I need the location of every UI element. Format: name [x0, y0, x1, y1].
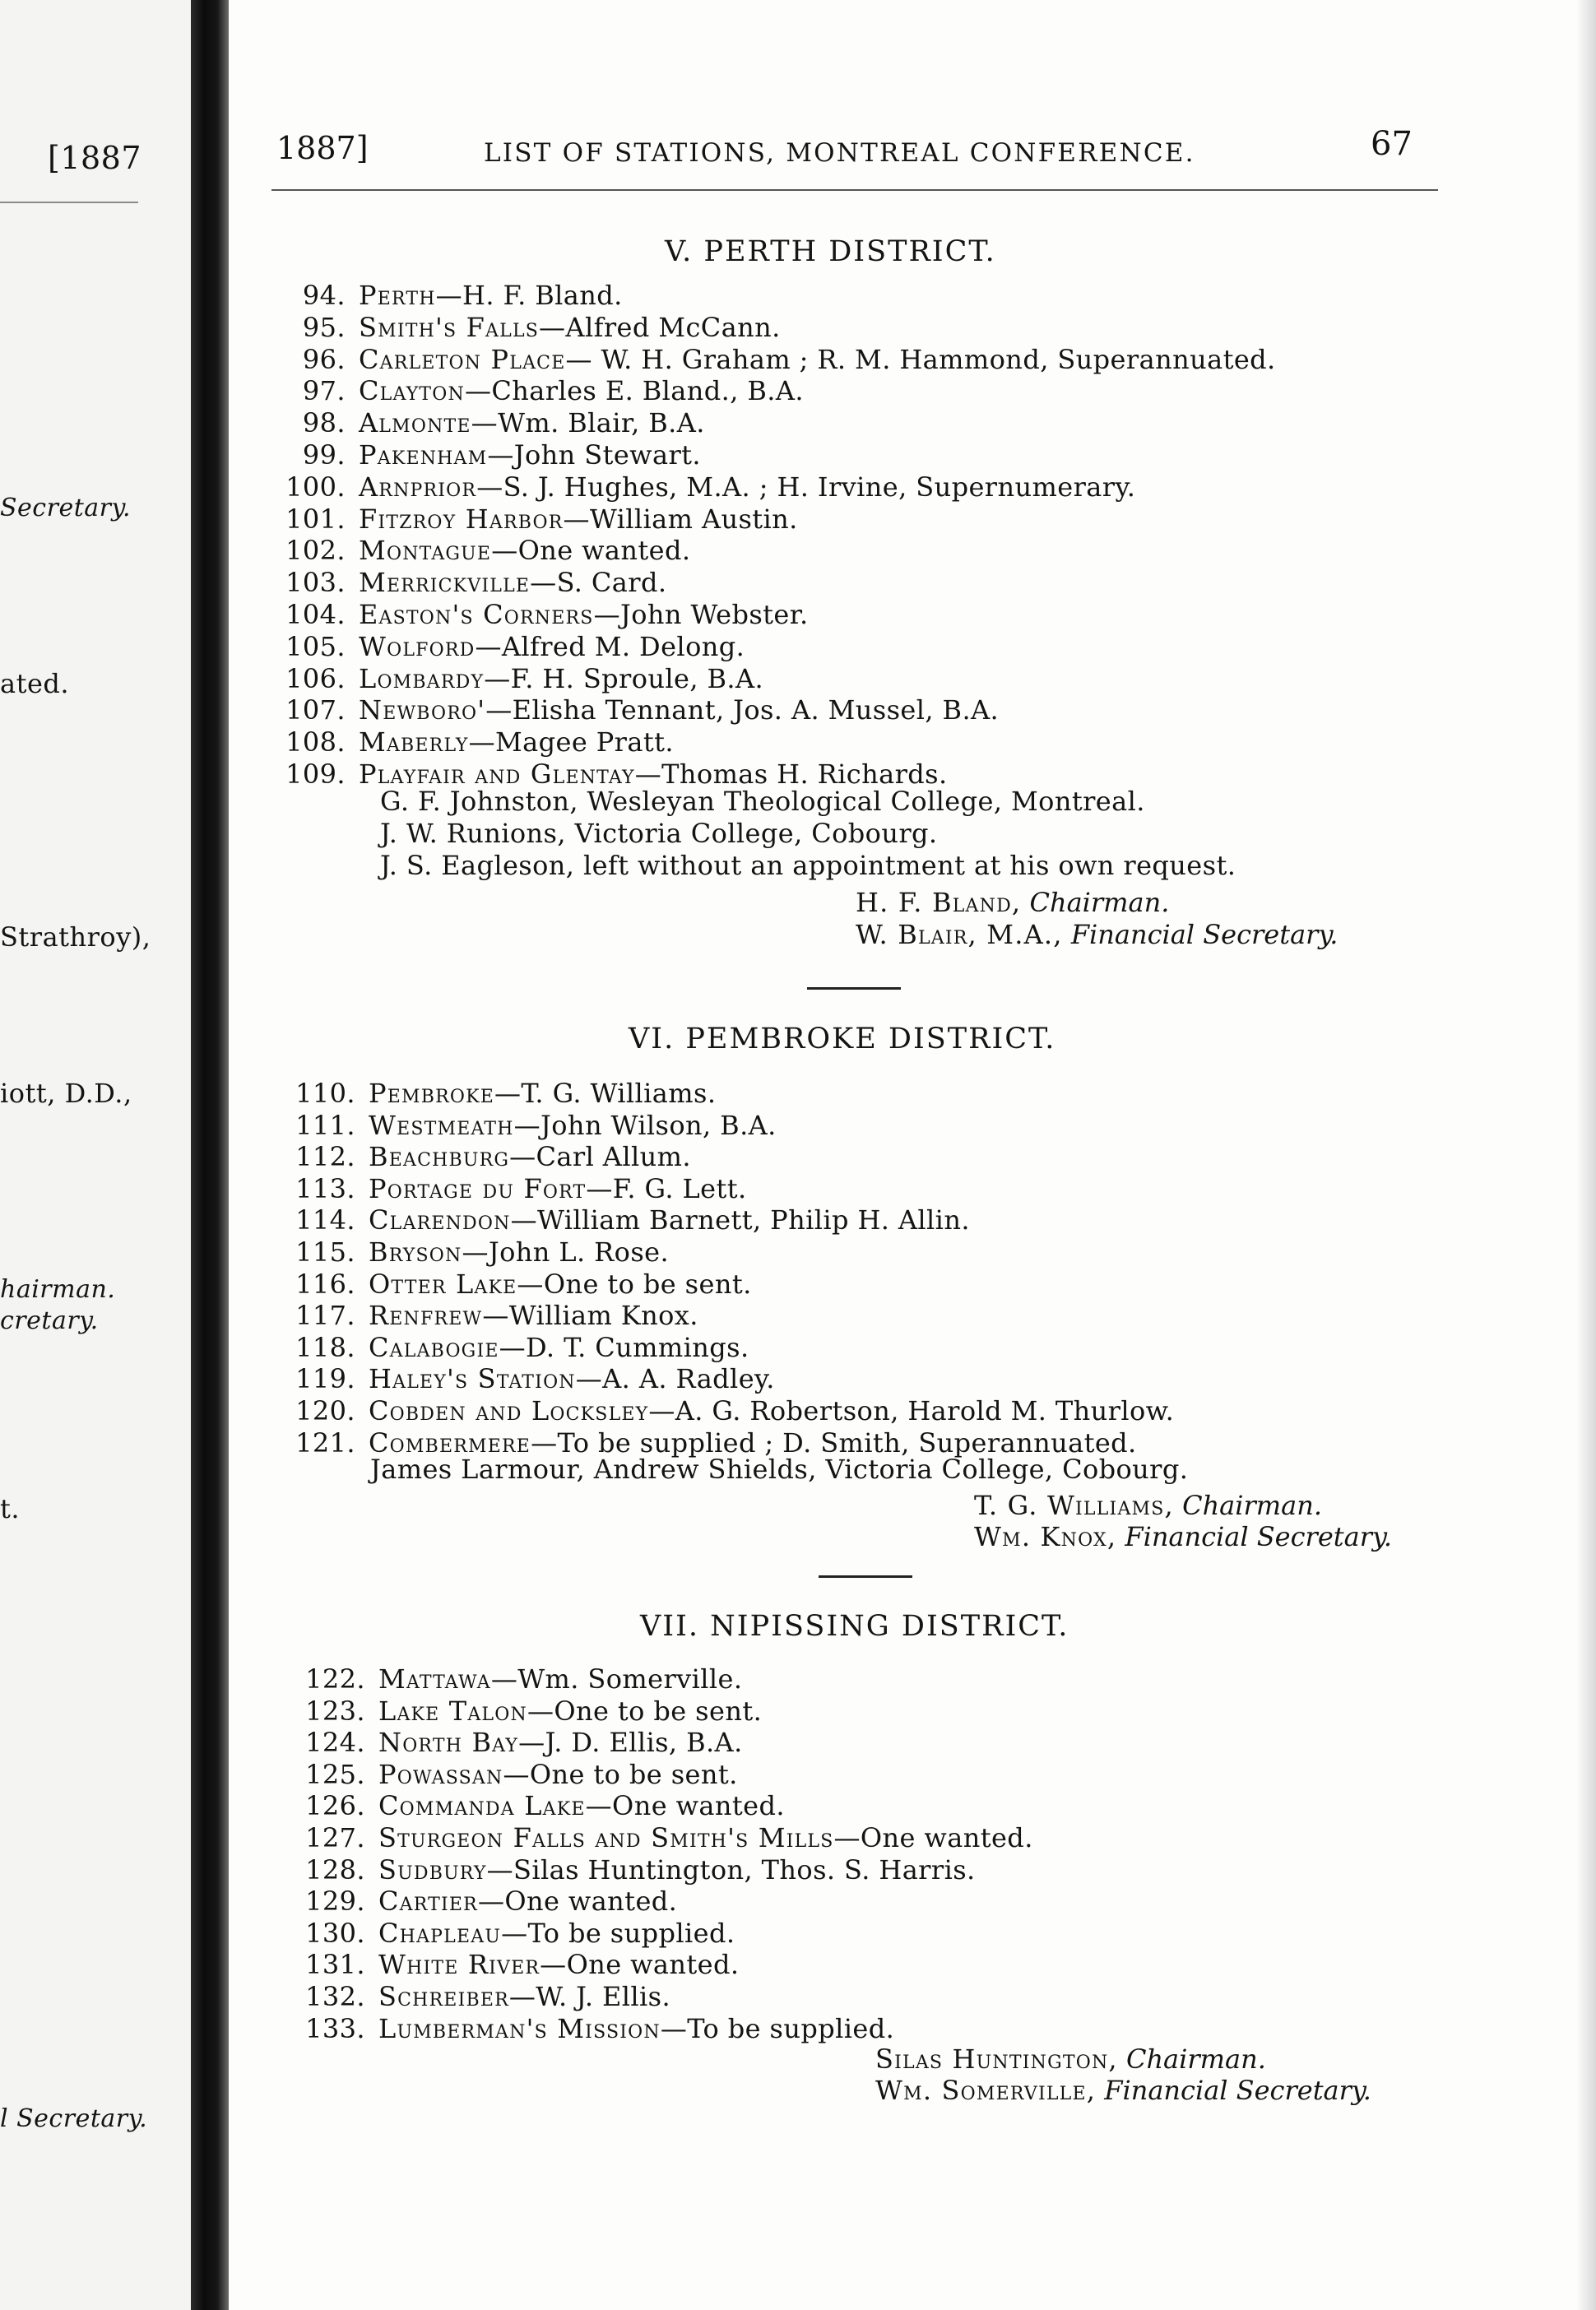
- entry-number: 113.: [295, 1173, 355, 1204]
- right-page: [229, 0, 1596, 2310]
- left-fragment: Secretary.: [0, 494, 131, 522]
- station-name: Westmeath: [369, 1110, 514, 1141]
- officer-role: Chairman.: [1182, 1490, 1322, 1521]
- station-entry: [271, 631, 745, 662]
- entry-number: 104.: [285, 599, 346, 630]
- station-name: Haley's Station: [369, 1363, 576, 1394]
- appointment-text: —Thomas H. Richards.: [634, 758, 948, 790]
- left-fragment: cretary.: [0, 1306, 99, 1335]
- entry-number: 130.: [305, 1918, 365, 1949]
- entry-number: 100.: [285, 471, 346, 503]
- station-entry: [291, 1981, 670, 2012]
- station-name: Otter Lake: [369, 1269, 517, 1300]
- appointment-text: —S. Card.: [530, 567, 667, 598]
- left-fragment: l Secretary.: [0, 2104, 148, 2133]
- appointment-text: —D. T. Cummings.: [499, 1332, 749, 1363]
- header-title: LIST OF STATIONS, MONTREAL CONFERENCE.: [484, 138, 1195, 168]
- entry-number: 95.: [302, 312, 346, 343]
- station-entry: [281, 1236, 669, 1268]
- appointment-text: —Charles E. Bland., B.A.: [464, 375, 804, 406]
- entry-number: 98.: [302, 407, 346, 438]
- station-entry: [291, 2013, 894, 2044]
- entry-number: 110.: [295, 1078, 355, 1109]
- station-name: Lake Talon: [378, 1695, 527, 1727]
- entry-number: 116.: [295, 1269, 355, 1300]
- officer-role: Financial Secretary.: [1104, 2075, 1371, 2106]
- entry-number: 121.: [295, 1427, 355, 1459]
- station-name: Sudbury: [378, 1854, 487, 1886]
- left-page: [0, 0, 191, 2310]
- appointment-text: —One to be sent.: [503, 1759, 738, 1790]
- entry-number: 101.: [285, 503, 346, 535]
- station-entry: [271, 280, 623, 311]
- entry-number: 108.: [285, 726, 346, 758]
- entry-number: 131.: [305, 1949, 365, 1980]
- station-entry: [271, 471, 1135, 503]
- officer-role: Chairman.: [1029, 887, 1170, 918]
- station-entry: [271, 726, 674, 758]
- station-entry: [291, 1790, 785, 1821]
- station-name: Powassan: [378, 1759, 503, 1790]
- district-title: VI. PEMBROKE DISTRICT.: [629, 1023, 1056, 1055]
- station-entry: [281, 1110, 777, 1141]
- officer-name: H. F. Bland,: [856, 887, 1022, 918]
- header-rule: [271, 189, 1438, 191]
- appointment-text: —One to be sent.: [517, 1269, 752, 1300]
- station-entry: [281, 1363, 775, 1394]
- station-entry: [281, 1078, 716, 1109]
- station-name: Montague: [359, 535, 492, 566]
- appointment-text: —H. F. Bland.: [435, 280, 623, 311]
- station-name: Pembroke: [369, 1078, 494, 1109]
- appointment-text: —One wanted.: [477, 1886, 678, 1917]
- station-name: Clarendon: [369, 1204, 511, 1236]
- appointment-text: —John L. Rose.: [462, 1236, 670, 1268]
- appointment-text: —Carl Allum.: [509, 1141, 691, 1172]
- appointment-text: —John Wilson, B.A.: [513, 1110, 777, 1141]
- appointment-text: —Alfred McCann.: [539, 312, 781, 343]
- entry-number: 103.: [285, 567, 346, 598]
- station-entry: [281, 1269, 752, 1300]
- chairman-signature: [856, 887, 1169, 918]
- officer-name: Wm. Somerville,: [875, 2075, 1097, 2106]
- station-entry: [291, 1949, 739, 1980]
- financial-secretary-signature: [974, 1521, 1392, 1552]
- station-name: Perth: [359, 280, 436, 311]
- station-name: Chapleau: [378, 1918, 502, 1949]
- book-gutter: [191, 0, 229, 2310]
- entry-number: 119.: [295, 1363, 355, 1394]
- station-entry: [281, 1332, 749, 1363]
- entry-number: 128.: [305, 1854, 365, 1886]
- appointment-text: — W. H. Graham ; R. M. Hammond, Superannuated.: [565, 344, 1276, 375]
- officer-name: W. Blair, M.A.,: [856, 919, 1063, 950]
- officer-name: T. G. Williams,: [974, 1490, 1174, 1521]
- entry-number: 112.: [295, 1141, 355, 1172]
- station-name: Carleton Place: [359, 344, 566, 375]
- officer-role: Financial Secretary.: [1070, 919, 1339, 950]
- station-name: Mattawa: [378, 1663, 491, 1695]
- left-fragment: t.: [0, 1493, 21, 1524]
- appointment-text: —Alfred M. Delong.: [475, 631, 745, 662]
- station-entry: [291, 1695, 762, 1727]
- financial-secretary-signature: [875, 2075, 1371, 2106]
- station-name: Cobden and Locksley: [369, 1395, 649, 1426]
- station-name: North Bay: [378, 1727, 519, 1758]
- entry-number: 94.: [302, 280, 346, 311]
- station-entry: [271, 439, 701, 471]
- station-entry: [291, 1822, 1033, 1853]
- appointment-text: —T. G. Williams.: [494, 1078, 717, 1109]
- station-name: Merrickville: [359, 567, 531, 598]
- entry-number: 109.: [285, 758, 346, 790]
- district-note: James Larmour, Andrew Shields, Victoria College, Cobourg.: [370, 1454, 1189, 1485]
- chairman-signature: [974, 1490, 1322, 1521]
- entry-number: 111.: [295, 1110, 355, 1141]
- station-name: Calabogie: [369, 1332, 499, 1363]
- entry-number: 97.: [302, 375, 346, 406]
- officer-name: Wm. Knox,: [974, 1521, 1117, 1552]
- appointment-text: —Magee Pratt.: [468, 726, 674, 758]
- appointment-text: —To be supplied.: [660, 2013, 895, 2044]
- station-entry: [271, 344, 1276, 375]
- appointment-text: —F. H. Sproule, B.A.: [484, 663, 764, 694]
- station-name: Playfair and Glentay: [359, 758, 635, 790]
- station-entry: [271, 312, 781, 343]
- station-name: Easton's Corners: [359, 599, 594, 630]
- appointment-text: —William Barnett, Philip H. Allin.: [510, 1204, 970, 1236]
- station-name: Combermere: [369, 1427, 531, 1459]
- station-entry: [281, 1141, 691, 1172]
- appointment-text: —One to be sent.: [527, 1695, 763, 1727]
- station-name: Portage du Fort: [369, 1173, 587, 1204]
- financial-secretary-signature: [856, 919, 1338, 950]
- station-name: Maberly: [359, 726, 469, 758]
- station-name: Wolford: [359, 631, 476, 662]
- entry-number: 115.: [295, 1236, 355, 1268]
- entry-number: 127.: [305, 1822, 365, 1853]
- appointment-text: —S. J. Hughes, M.A. ; H. Irvine, Supernumerary.: [476, 471, 1136, 503]
- appointment-text: —Silas Huntington, Thos. S. Harris.: [486, 1854, 976, 1886]
- appointment-text: —A. A. Radley.: [575, 1363, 775, 1394]
- page-number: 67: [1371, 125, 1413, 163]
- station-entry: [271, 407, 705, 438]
- entry-number: 117.: [295, 1300, 355, 1331]
- station-entry: [271, 535, 690, 566]
- officer-role: Financial Secretary.: [1125, 1521, 1392, 1552]
- entry-number: 132.: [305, 1981, 365, 2012]
- entry-number: 124.: [305, 1727, 365, 1758]
- station-name: White River: [378, 1949, 541, 1980]
- station-entry: [271, 663, 763, 694]
- appointment-text: —Elisha Tennant, Jos. A. Mussel, B.A.: [485, 694, 1000, 726]
- entry-number: 129.: [305, 1886, 365, 1917]
- entry-number: 120.: [295, 1395, 355, 1426]
- left-fragment: Strathroy),: [0, 921, 151, 953]
- appointment-text: —F. G. Lett.: [586, 1173, 747, 1204]
- entry-number: 107.: [285, 694, 346, 726]
- header-year: 1887]: [276, 130, 369, 166]
- station-entry: [271, 503, 798, 535]
- entry-number: 133.: [305, 2013, 365, 2044]
- station-name: Commanda Lake: [378, 1790, 586, 1821]
- left-page-header: [1887: [48, 140, 142, 176]
- entry-number: 123.: [305, 1695, 365, 1727]
- entry-number: 106.: [285, 663, 346, 694]
- appointment-text: —J. D. Ellis, B.A.: [518, 1727, 743, 1758]
- station-entry: [291, 1918, 735, 1949]
- station-name: Sturgeon Falls and Smith's Mills: [378, 1822, 834, 1853]
- station-name: Beachburg: [369, 1141, 510, 1172]
- left-fragment: iott, D.D.,: [0, 1078, 132, 1109]
- left-header-rule: [0, 202, 138, 203]
- appointment-text: —One wanted.: [491, 535, 691, 566]
- officer-name: Silas Huntington,: [875, 2043, 1118, 2075]
- entry-number: 96.: [302, 344, 346, 375]
- appointment-text: —John Stewart.: [487, 439, 701, 471]
- appointment-text: —One wanted.: [540, 1949, 740, 1980]
- district-title: V. PERTH DISTRICT.: [665, 235, 996, 268]
- station-name: Lombardy: [359, 663, 485, 694]
- station-name: Almonte: [359, 407, 471, 438]
- appointment-text: —William Knox.: [482, 1300, 698, 1331]
- chairman-signature: [875, 2043, 1266, 2075]
- appointment-text: —To be supplied ; D. Smith, Superannuated.: [531, 1427, 1137, 1459]
- entry-number: 122.: [305, 1663, 365, 1695]
- station-name: Fitzroy Harbor: [359, 503, 564, 535]
- station-entry: [271, 694, 999, 726]
- appointment-text: —Wm. Somerville.: [490, 1663, 743, 1695]
- station-entry: [291, 1886, 677, 1917]
- appointment-text: —William Austin.: [563, 503, 798, 535]
- appointment-text: —One wanted.: [833, 1822, 1033, 1853]
- left-fragment: hairman.: [0, 1275, 116, 1304]
- entry-number: 105.: [285, 631, 346, 662]
- entry-number: 126.: [305, 1790, 365, 1821]
- appointment-text: —Wm. Blair, B.A.: [471, 407, 705, 438]
- section-divider: [807, 987, 901, 990]
- appointment-text: —John Webster.: [593, 599, 809, 630]
- station-entry: [271, 567, 666, 598]
- station-name: Renfrew: [369, 1300, 483, 1331]
- entry-number: 118.: [295, 1332, 355, 1363]
- entry-number: 99.: [302, 439, 346, 471]
- station-name: Smith's Falls: [359, 312, 540, 343]
- station-name: Newboro': [359, 694, 486, 726]
- station-entry: [281, 1204, 970, 1236]
- appointment-text: —A. G. Robertson, Harold M. Thurlow.: [648, 1395, 1175, 1426]
- entry-number: 102.: [285, 535, 346, 566]
- officer-role: Chairman.: [1125, 2043, 1266, 2075]
- station-name: Bryson: [369, 1236, 462, 1268]
- station-name: Schreiber: [378, 1981, 509, 2012]
- station-name: Cartier: [378, 1886, 478, 1917]
- appointment-text: —W. J. Ellis.: [508, 1981, 671, 2012]
- station-name: Arnprior: [359, 471, 477, 503]
- appointment-text: —One wanted.: [585, 1790, 785, 1821]
- entry-number: 114.: [295, 1204, 355, 1236]
- left-fragment: ated.: [0, 668, 70, 699]
- district-note: J. S. Eagleson, left without an appointment at his own request.: [380, 850, 1236, 881]
- district-note: J. W. Runions, Victoria College, Cobourg.: [380, 818, 938, 849]
- station-entry: [291, 1759, 738, 1790]
- station-entry: [281, 1395, 1174, 1426]
- section-divider: [819, 1575, 912, 1578]
- station-entry: [291, 1854, 976, 1886]
- appointment-text: —To be supplied.: [501, 1918, 735, 1949]
- station-entry: [271, 375, 804, 406]
- station-name: Clayton: [359, 375, 465, 406]
- station-entry: [271, 599, 809, 630]
- district-note: G. F. Johnston, Wesleyan Theological College, Montreal.: [380, 786, 1145, 817]
- station-entry: [281, 1173, 747, 1204]
- station-entry: [291, 1663, 742, 1695]
- district-title: VII. NIPISSING DISTRICT.: [640, 1610, 1069, 1643]
- station-name: Lumberman's Mission: [378, 2013, 661, 2044]
- station-entry: [291, 1727, 743, 1758]
- station-entry: [281, 1300, 698, 1331]
- station-name: Pakenham: [359, 439, 488, 471]
- entry-number: 125.: [305, 1759, 365, 1790]
